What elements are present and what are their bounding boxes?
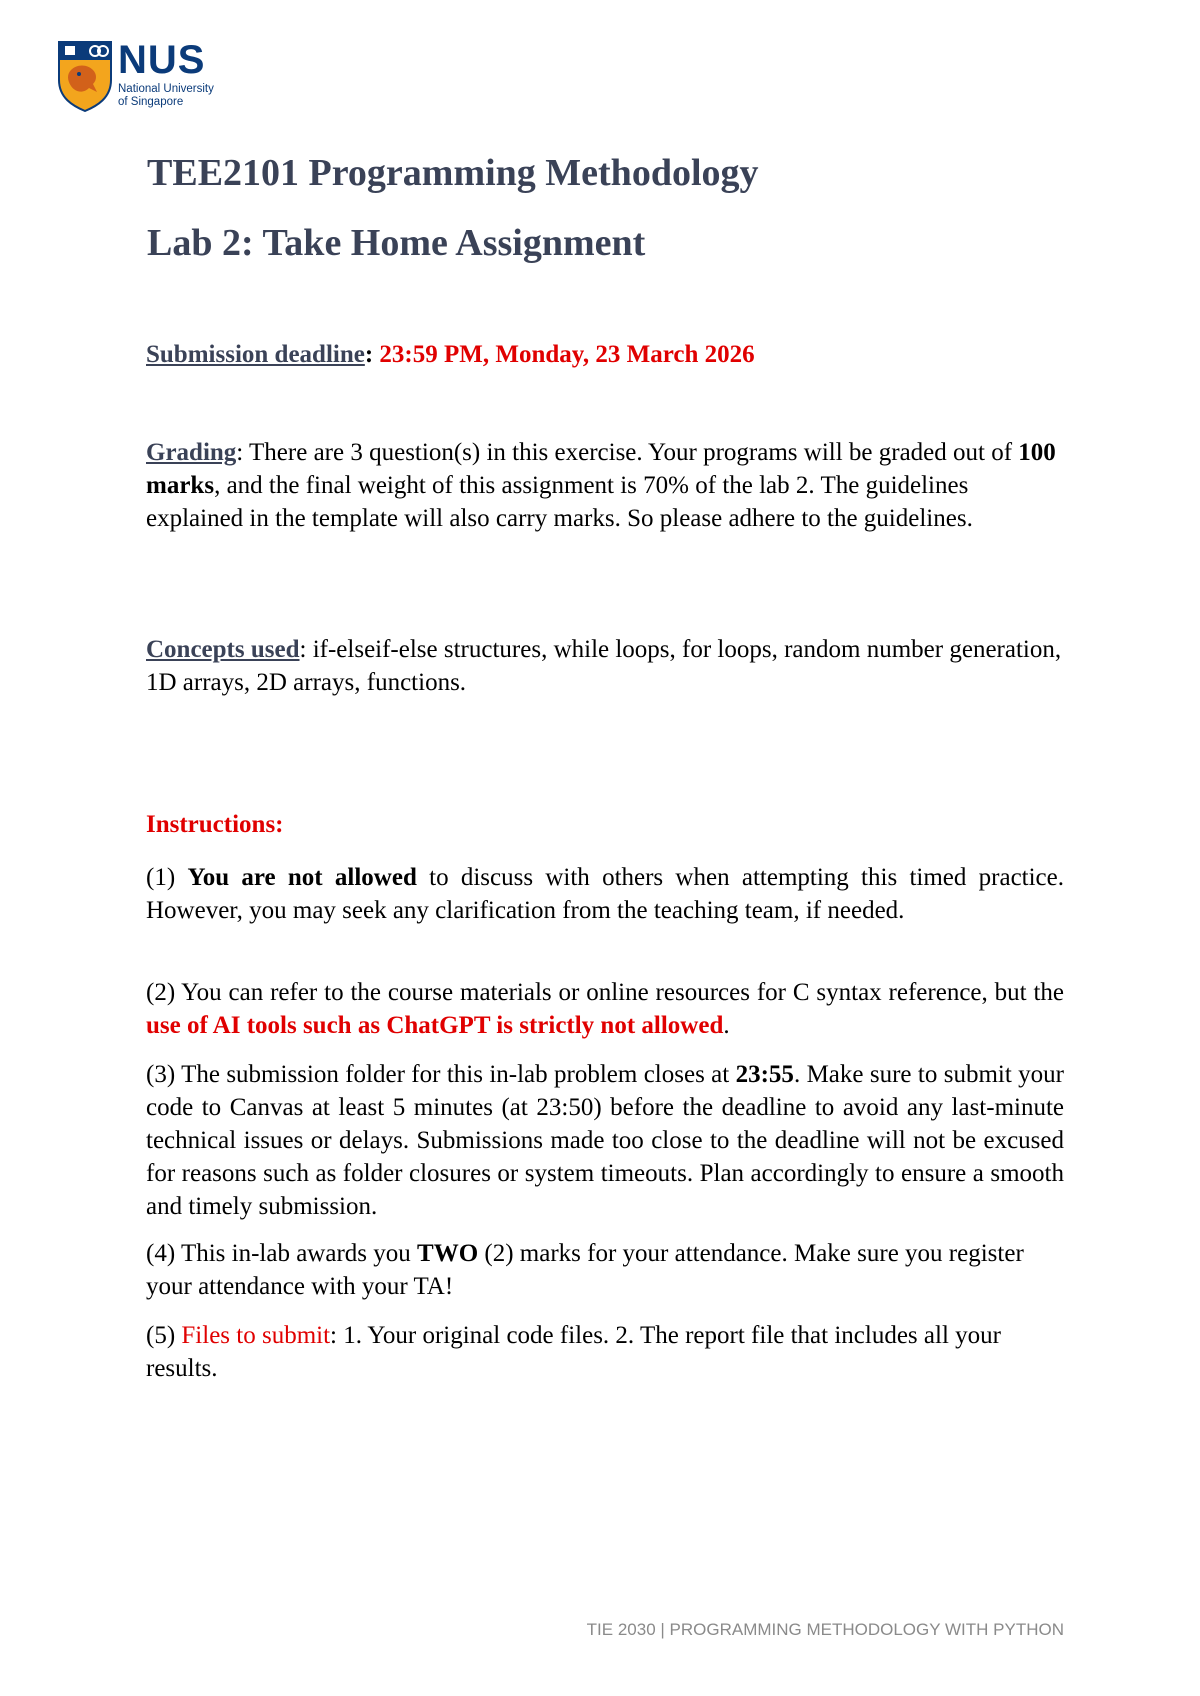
instructions-heading: Instructions:	[146, 811, 284, 838]
instruction-3-time: 23:55	[735, 1061, 794, 1088]
instruction-1-bold: You are not allowed	[187, 864, 417, 891]
instruction-5	[146, 1319, 1064, 1385]
submission-deadline	[146, 338, 1064, 371]
course-title: TEE2101 Programming Methodology	[147, 152, 759, 194]
instruction-4-text: (2) marks for your attendance. Make sure you register your attendance with your TA!	[146, 1240, 1024, 1300]
instruction-1-number: (1)	[146, 864, 188, 891]
grading-marks: 100 marks	[146, 439, 1056, 499]
grading-text-2: , and the final weight of this assignment is 70% of the lab 2. The guidelines explained in the template will also carry marks. So please adhere to the guidelines.	[146, 472, 973, 532]
instruction-3-pre: (3) The submission folder for this in-lab problem closes at	[146, 1061, 736, 1088]
concepts-label: Concepts used	[146, 636, 300, 663]
instruction-4-two: TWO	[417, 1240, 479, 1267]
instruction-3	[146, 1058, 1064, 1223]
instruction-4	[146, 1237, 1064, 1303]
instruction-2-ai-warning: use of AI tools such as ChatGPT is strictly not allowed	[146, 1012, 724, 1039]
logo-subtitle-line2: of Singapore	[118, 96, 184, 108]
instruction-1-text: to discuss with others when attempting this timed practice. However, you may seek any clarification from the teaching team, if needed.	[146, 864, 1064, 924]
deadline-label: Submission deadline	[146, 341, 365, 368]
nus-logo	[57, 40, 247, 112]
grading-label: Grading	[146, 439, 237, 466]
instruction-5-text: : 1. Your original code files. 2. The report file that includes all your results.	[146, 1322, 1001, 1382]
nus-crest-icon	[57, 40, 113, 112]
page-footer: TIE 2030 | PROGRAMMING METHODOLOGY WITH PYTHON	[586, 1620, 1064, 1639]
instruction-5-pre: (5)	[146, 1322, 182, 1349]
logo-wordmark: NUS	[118, 38, 206, 82]
deadline-value: 23:59 PM, Monday, 23 March 2026	[379, 341, 755, 368]
concepts-paragraph	[146, 633, 1064, 699]
instruction-5-files-label: Files to submit	[181, 1322, 331, 1349]
instruction-4-pre: (4) This in-lab awards you	[146, 1240, 418, 1267]
instruction-2-end: .	[723, 1012, 730, 1039]
logo-subtitle-line1: National University	[118, 83, 214, 95]
instruction-3-text: . Make sure to submit your code to Canvas at least 5 minutes (at 23:50) before the deadline to avoid any last-minute technical issues or delays. Submissions made too close to the deadline will not be excused for reasons such as folder closures or system timeouts. Plan accordingly to ensure a smooth and timely submission.	[146, 1061, 1064, 1220]
deadline-colon: :	[364, 341, 374, 368]
instruction-2	[146, 976, 1064, 1042]
instruction-1	[146, 861, 1064, 927]
concepts-text: : if-elseif-else structures, while loops, for loops, random number generation, 1D arrays, 2D arrays, functions.	[146, 636, 1062, 696]
instruction-2-text: (2) You can refer to the course materials or online resources for C syntax reference, but the	[146, 979, 1064, 1006]
grading-text-1: : There are 3 question(s) in this exercise. Your programs will be graded out of	[236, 439, 1019, 466]
lab-title: Lab 2: Take Home Assignment	[147, 222, 646, 264]
grading-paragraph	[146, 436, 1064, 535]
